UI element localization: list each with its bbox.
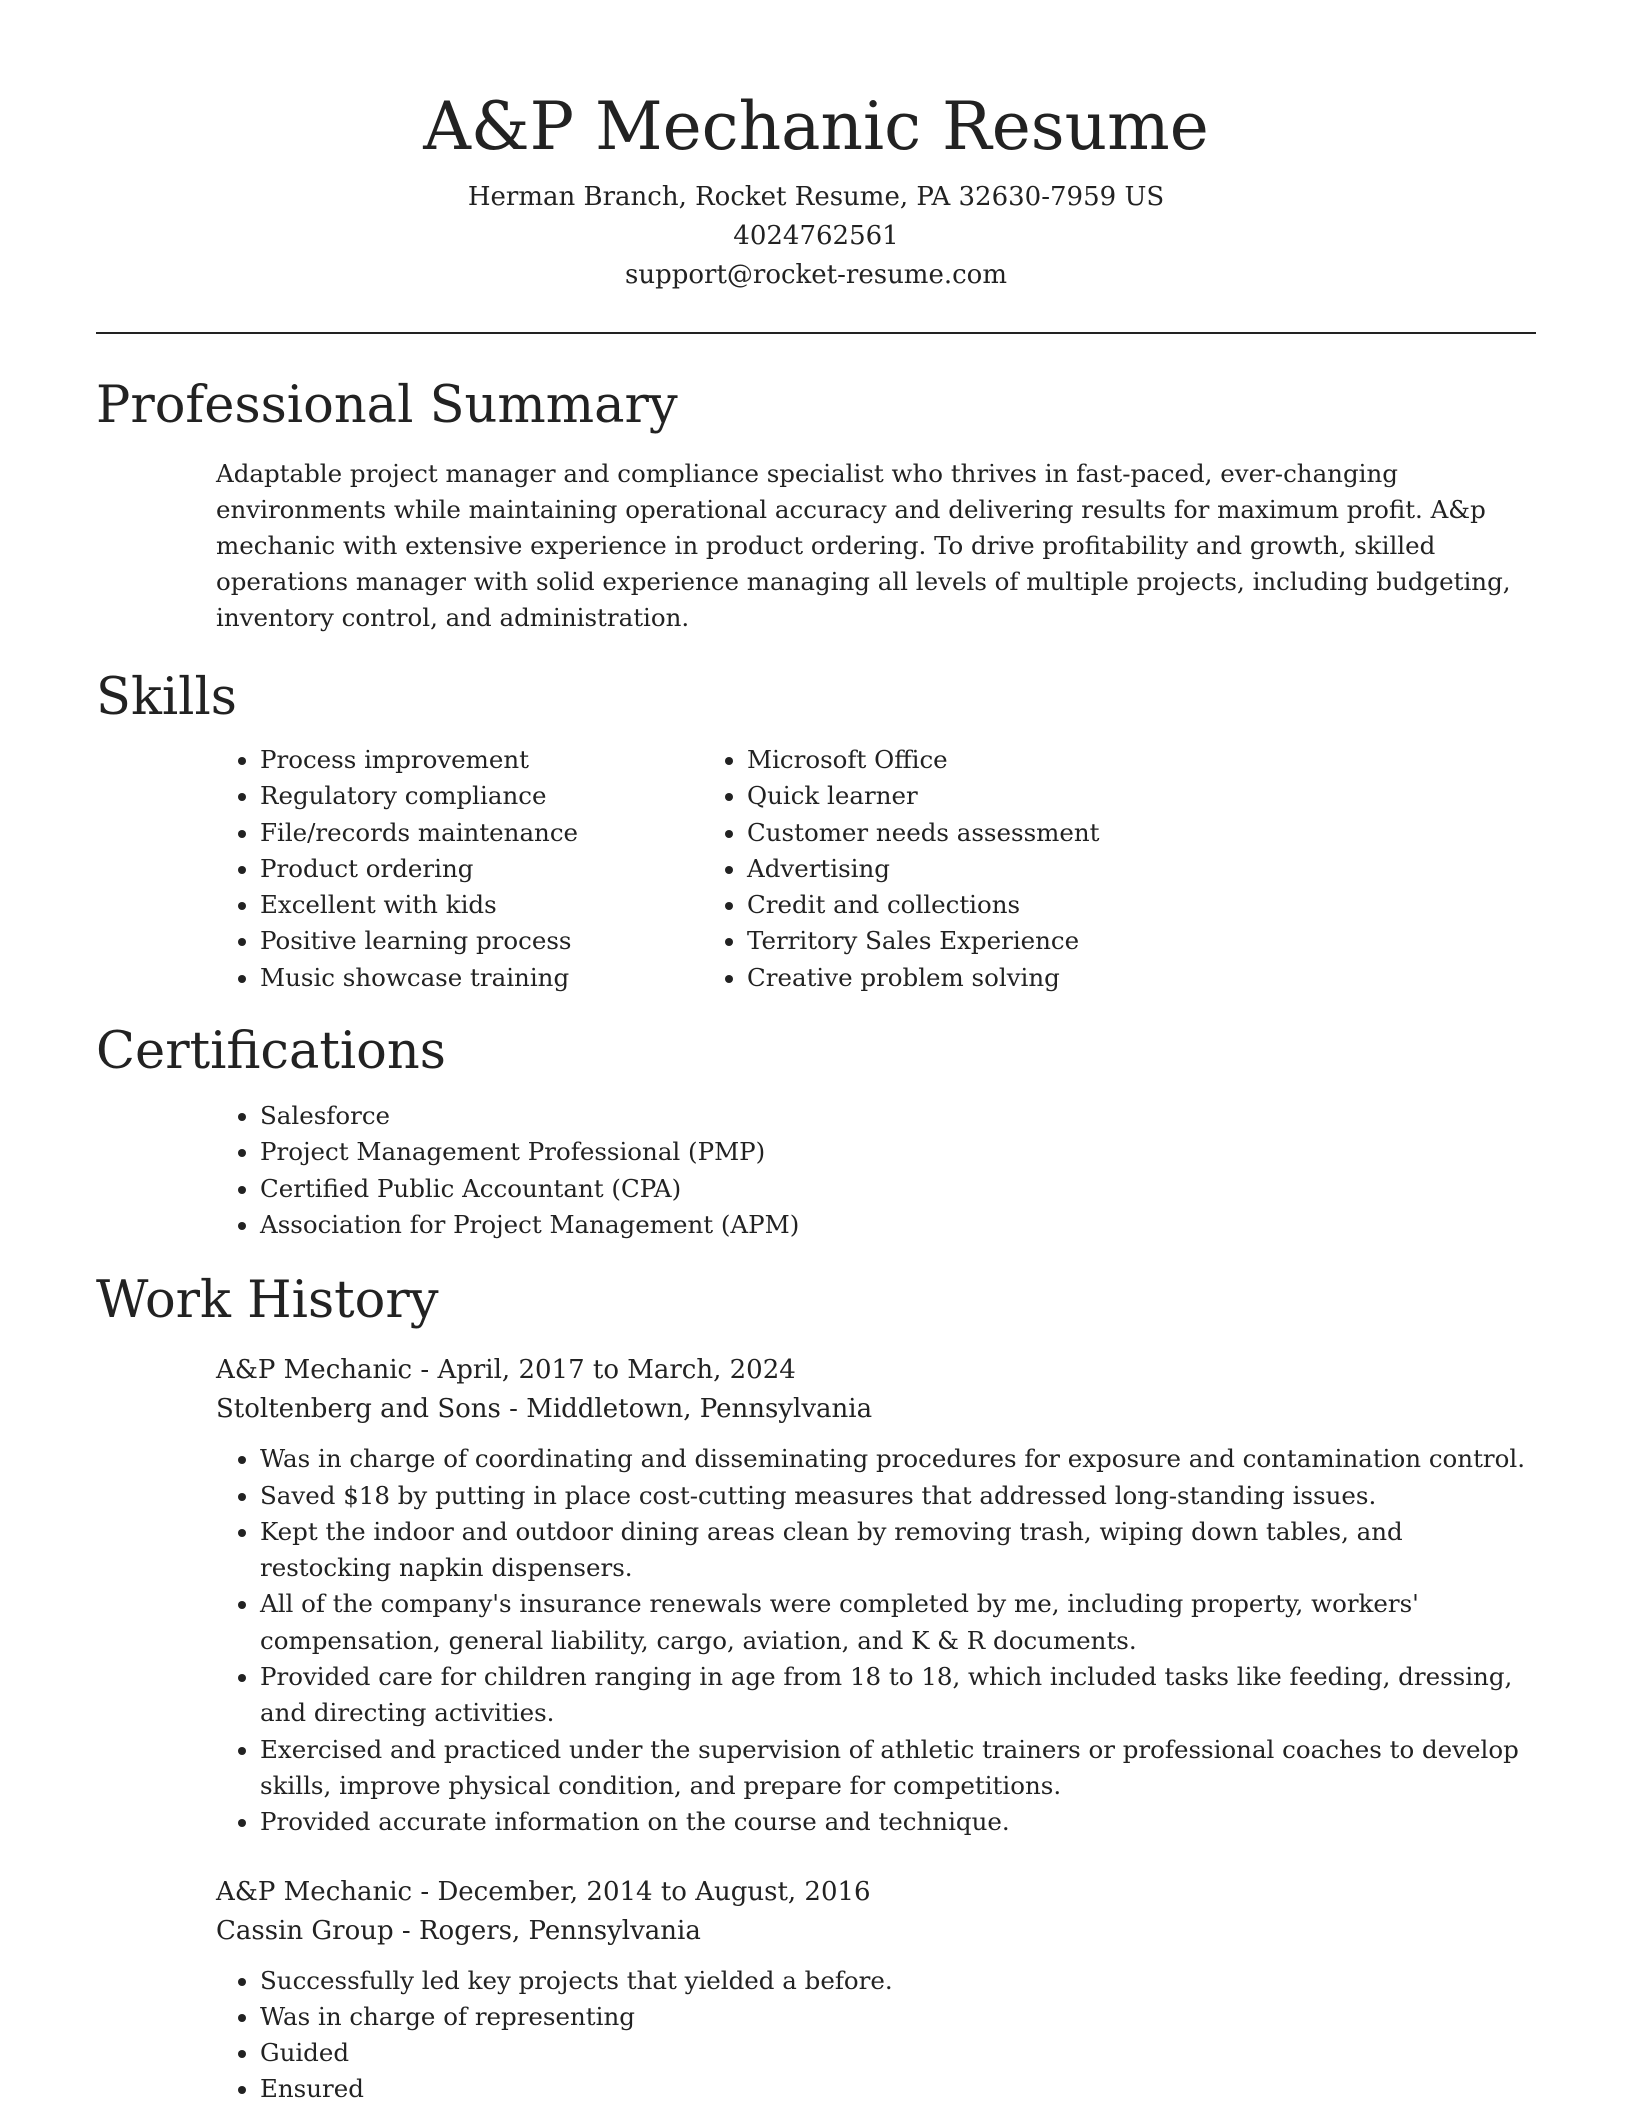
- job-bullet: • Was in charge of coordinating and disseminating procedures for exposure and contamination control.: [260, 1441, 1536, 1477]
- skill-item: • Advertising: [747, 851, 1100, 887]
- job-bullet: • Saved $18 by putting in place cost-cutting measures that addressed long-standing issues.: [260, 1478, 1536, 1514]
- certification-item: • Salesforce: [260, 1098, 1536, 1134]
- skills-columns: [96, 742, 1536, 996]
- job-bullets: [96, 1441, 1536, 1840]
- job-bullet: • Provided care for children ranging in age from 18 to 18, which included tasks like feeding, dressing, and directing activities.: [260, 1659, 1536, 1732]
- job-dates: - December, 2014 to August, 2016: [412, 1876, 871, 1907]
- job-bullet: • Ensured: [260, 2071, 1536, 2107]
- skill-item: • Product ordering: [260, 851, 632, 887]
- job-company-line: [216, 1912, 1536, 1951]
- job-bullet: • Guided: [260, 2035, 1536, 2071]
- resume-page: [96, 0, 1536, 2108]
- certification-item: • Project Management Professional (PMP): [260, 1134, 1536, 1170]
- job-bullets: [96, 1963, 1536, 2108]
- skill-item: • Music showcase training: [260, 960, 632, 996]
- certifications-heading: Certifications: [96, 1022, 446, 1082]
- certification-item: • Association for Project Management (APM): [260, 1207, 1536, 1243]
- skills-list-left: [96, 742, 632, 996]
- job-bullet: • Provided accurate information on the course and technique.: [260, 1804, 1536, 1840]
- skill-item: • File/records maintenance: [260, 815, 632, 851]
- skill-item: • Territory Sales Experience: [747, 923, 1100, 959]
- work-history-heading: Work History: [96, 1271, 439, 1331]
- job-title-line: [216, 1873, 1536, 1912]
- contact-address: Herman Branch, Rocket Resume, PA 32630-7959 US: [467, 182, 1165, 212]
- skill-item: • Positive learning process: [260, 923, 632, 959]
- job-bullet: • Kept the indoor and outdoor dining areas clean by removing trash, wiping down tables, and restocking napkin dispensers.: [260, 1514, 1536, 1587]
- resume-title: A&P Mechanic Resume: [423, 88, 1209, 165]
- job-bullet: • All of the company's insurance renewals were completed by me, including property, workers' compensation, general liability, cargo, aviation, and K & R documents.: [260, 1586, 1536, 1659]
- skill-item: • Customer needs assessment: [747, 815, 1100, 851]
- job-entry: [96, 1351, 1536, 1840]
- skill-item: • Creative problem solving: [747, 960, 1100, 996]
- skill-item: • Quick learner: [747, 778, 1100, 814]
- job-location: - Middletown, Pennsylvania: [500, 1394, 873, 1425]
- summary-text: Adaptable project manager and compliance specialist who thrives in fast-paced, ever-changing environments while maintaining operational accuracy and delivering results for maximum profit. A&p mechanic with extensive experience in product ordering. To drive profitability and growth, skilled operations manager with solid experience managing all levels of multiple projects, including budgeting, inventory control, and administration.: [216, 459, 1511, 632]
- skill-item: • Microsoft Office: [747, 742, 1100, 778]
- contact-block: [96, 178, 1536, 295]
- job-entry: [96, 1873, 1536, 2108]
- job-company: Stoltenberg and Sons: [216, 1394, 501, 1425]
- job-bullet: • Successfully led key projects that yielded a before.: [260, 1963, 1536, 1999]
- job-title: A&P Mechanic: [216, 1876, 413, 1907]
- contact-email: support@rocket-resume.com: [624, 260, 1007, 290]
- job-title-line: [216, 1351, 1536, 1390]
- job-company: Cassin Group: [216, 1915, 394, 1946]
- skills-list-right: [632, 742, 1100, 996]
- certification-item: • Certified Public Accountant (CPA): [260, 1171, 1536, 1207]
- job-dates: - April, 2017 to March, 2024: [412, 1355, 796, 1386]
- job-company-line: [216, 1390, 1536, 1429]
- job-location: - Rogers, Pennsylvania: [393, 1915, 701, 1946]
- skill-item: • Credit and collections: [747, 887, 1100, 923]
- certifications-list: [96, 1098, 1536, 1243]
- header-divider: [96, 332, 1536, 334]
- skill-item: • Process improvement: [260, 742, 632, 778]
- job-bullet: • Exercised and practiced under the supervision of athletic trainers or professional coaches to develop skills, improve physical condition, and prepare for competitions.: [260, 1732, 1536, 1805]
- summary-heading: Professional Summary: [96, 376, 678, 435]
- job-bullet: • Was in charge of representing: [260, 1999, 1536, 2035]
- contact-phone: 4024762561: [733, 221, 899, 251]
- skill-item: • Excellent with kids: [260, 887, 632, 923]
- skill-item: • Regulatory compliance: [260, 778, 632, 814]
- skills-heading: Skills: [96, 668, 237, 727]
- job-title: A&P Mechanic: [216, 1355, 413, 1386]
